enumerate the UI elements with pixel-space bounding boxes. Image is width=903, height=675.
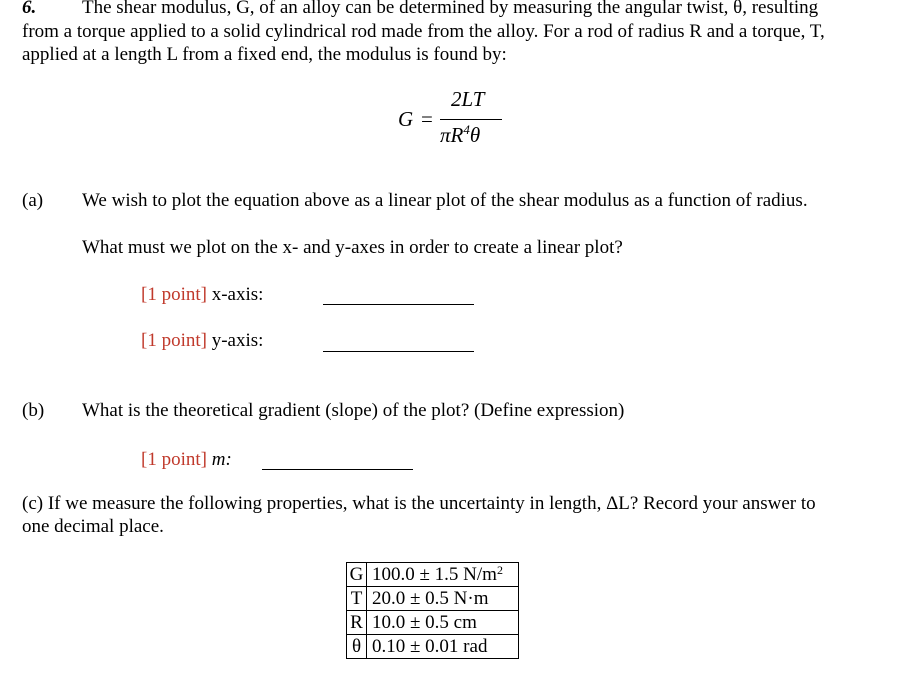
gradient-points: [1 point]	[141, 449, 207, 470]
y-axis-answer-blank[interactable]	[323, 350, 474, 352]
table-row	[347, 635, 519, 659]
table-symbol: R	[347, 611, 367, 635]
gradient-label: m:	[211, 449, 232, 470]
formula-fraction-bar	[440, 119, 502, 120]
table-value: 0.10 ± 0.01 rad	[367, 635, 519, 659]
table-symbol: θ	[347, 635, 367, 659]
part-b-text: What is the theoretical gradient (slope) of the plot? (Define expression)	[82, 400, 625, 421]
table-value-exponent: 2	[496, 562, 503, 577]
table-row	[347, 587, 519, 611]
part-c-line-2: one decimal place.	[22, 516, 164, 537]
table-value	[367, 563, 519, 587]
part-a-prompt: What must we plot on the x- and y-axes in order to create a linear plot?	[82, 237, 623, 258]
formula-denominator-exponent: 4	[463, 122, 470, 137]
measured-properties-table	[346, 562, 519, 659]
table-value-text: 100.0 ± 1.5 N/m	[372, 563, 497, 585]
table-symbol: G	[347, 563, 367, 587]
part-b-label: (b)	[22, 400, 45, 421]
formula-equals: =	[421, 107, 433, 131]
x-axis-row	[141, 284, 263, 306]
formula-denominator-base: πR	[440, 123, 464, 147]
table-row	[347, 611, 519, 635]
formula-numerator: 2LT	[451, 87, 485, 111]
y-axis-row	[141, 330, 263, 352]
table-symbol: T	[347, 587, 367, 611]
intro-line-2: from a torque applied to a solid cylindrical rod made from the alloy. For a rod of radius R and a torque, T,	[22, 21, 825, 42]
table-value: 20.0 ± 0.5 N·m	[367, 587, 519, 611]
part-a-label: (a)	[22, 190, 44, 211]
x-axis-points: [1 point]	[141, 284, 207, 305]
intro-line-1: The shear modulus, G, of an alloy can be determined by measuring the angular twist, θ, resulting	[82, 0, 819, 18]
shear-modulus-formula	[398, 85, 508, 155]
y-axis-points: [1 point]	[141, 330, 207, 351]
intro-line-3: applied at a length L from a fixed end, the modulus is found by:	[22, 44, 507, 65]
formula-denominator	[440, 122, 480, 148]
y-axis-label: y-axis:	[211, 330, 264, 351]
gradient-answer-blank[interactable]	[262, 468, 413, 470]
gradient-row	[141, 449, 232, 471]
table-row	[347, 563, 519, 587]
formula-denominator-tail: θ	[469, 123, 481, 147]
formula-lhs: G	[398, 107, 414, 131]
part-a-text: We wish to plot the equation above as a linear plot of the shear modulus as a function of radius.	[82, 190, 808, 211]
x-axis-label: x-axis:	[211, 284, 264, 305]
x-axis-answer-blank[interactable]	[323, 303, 474, 305]
table-value: 10.0 ± 0.5 cm	[367, 611, 519, 635]
question-number: 6.	[22, 0, 37, 18]
part-c-line-1: (c) If we measure the following properties, what is the uncertainty in length, ΔL? Record your answer to	[22, 493, 816, 514]
